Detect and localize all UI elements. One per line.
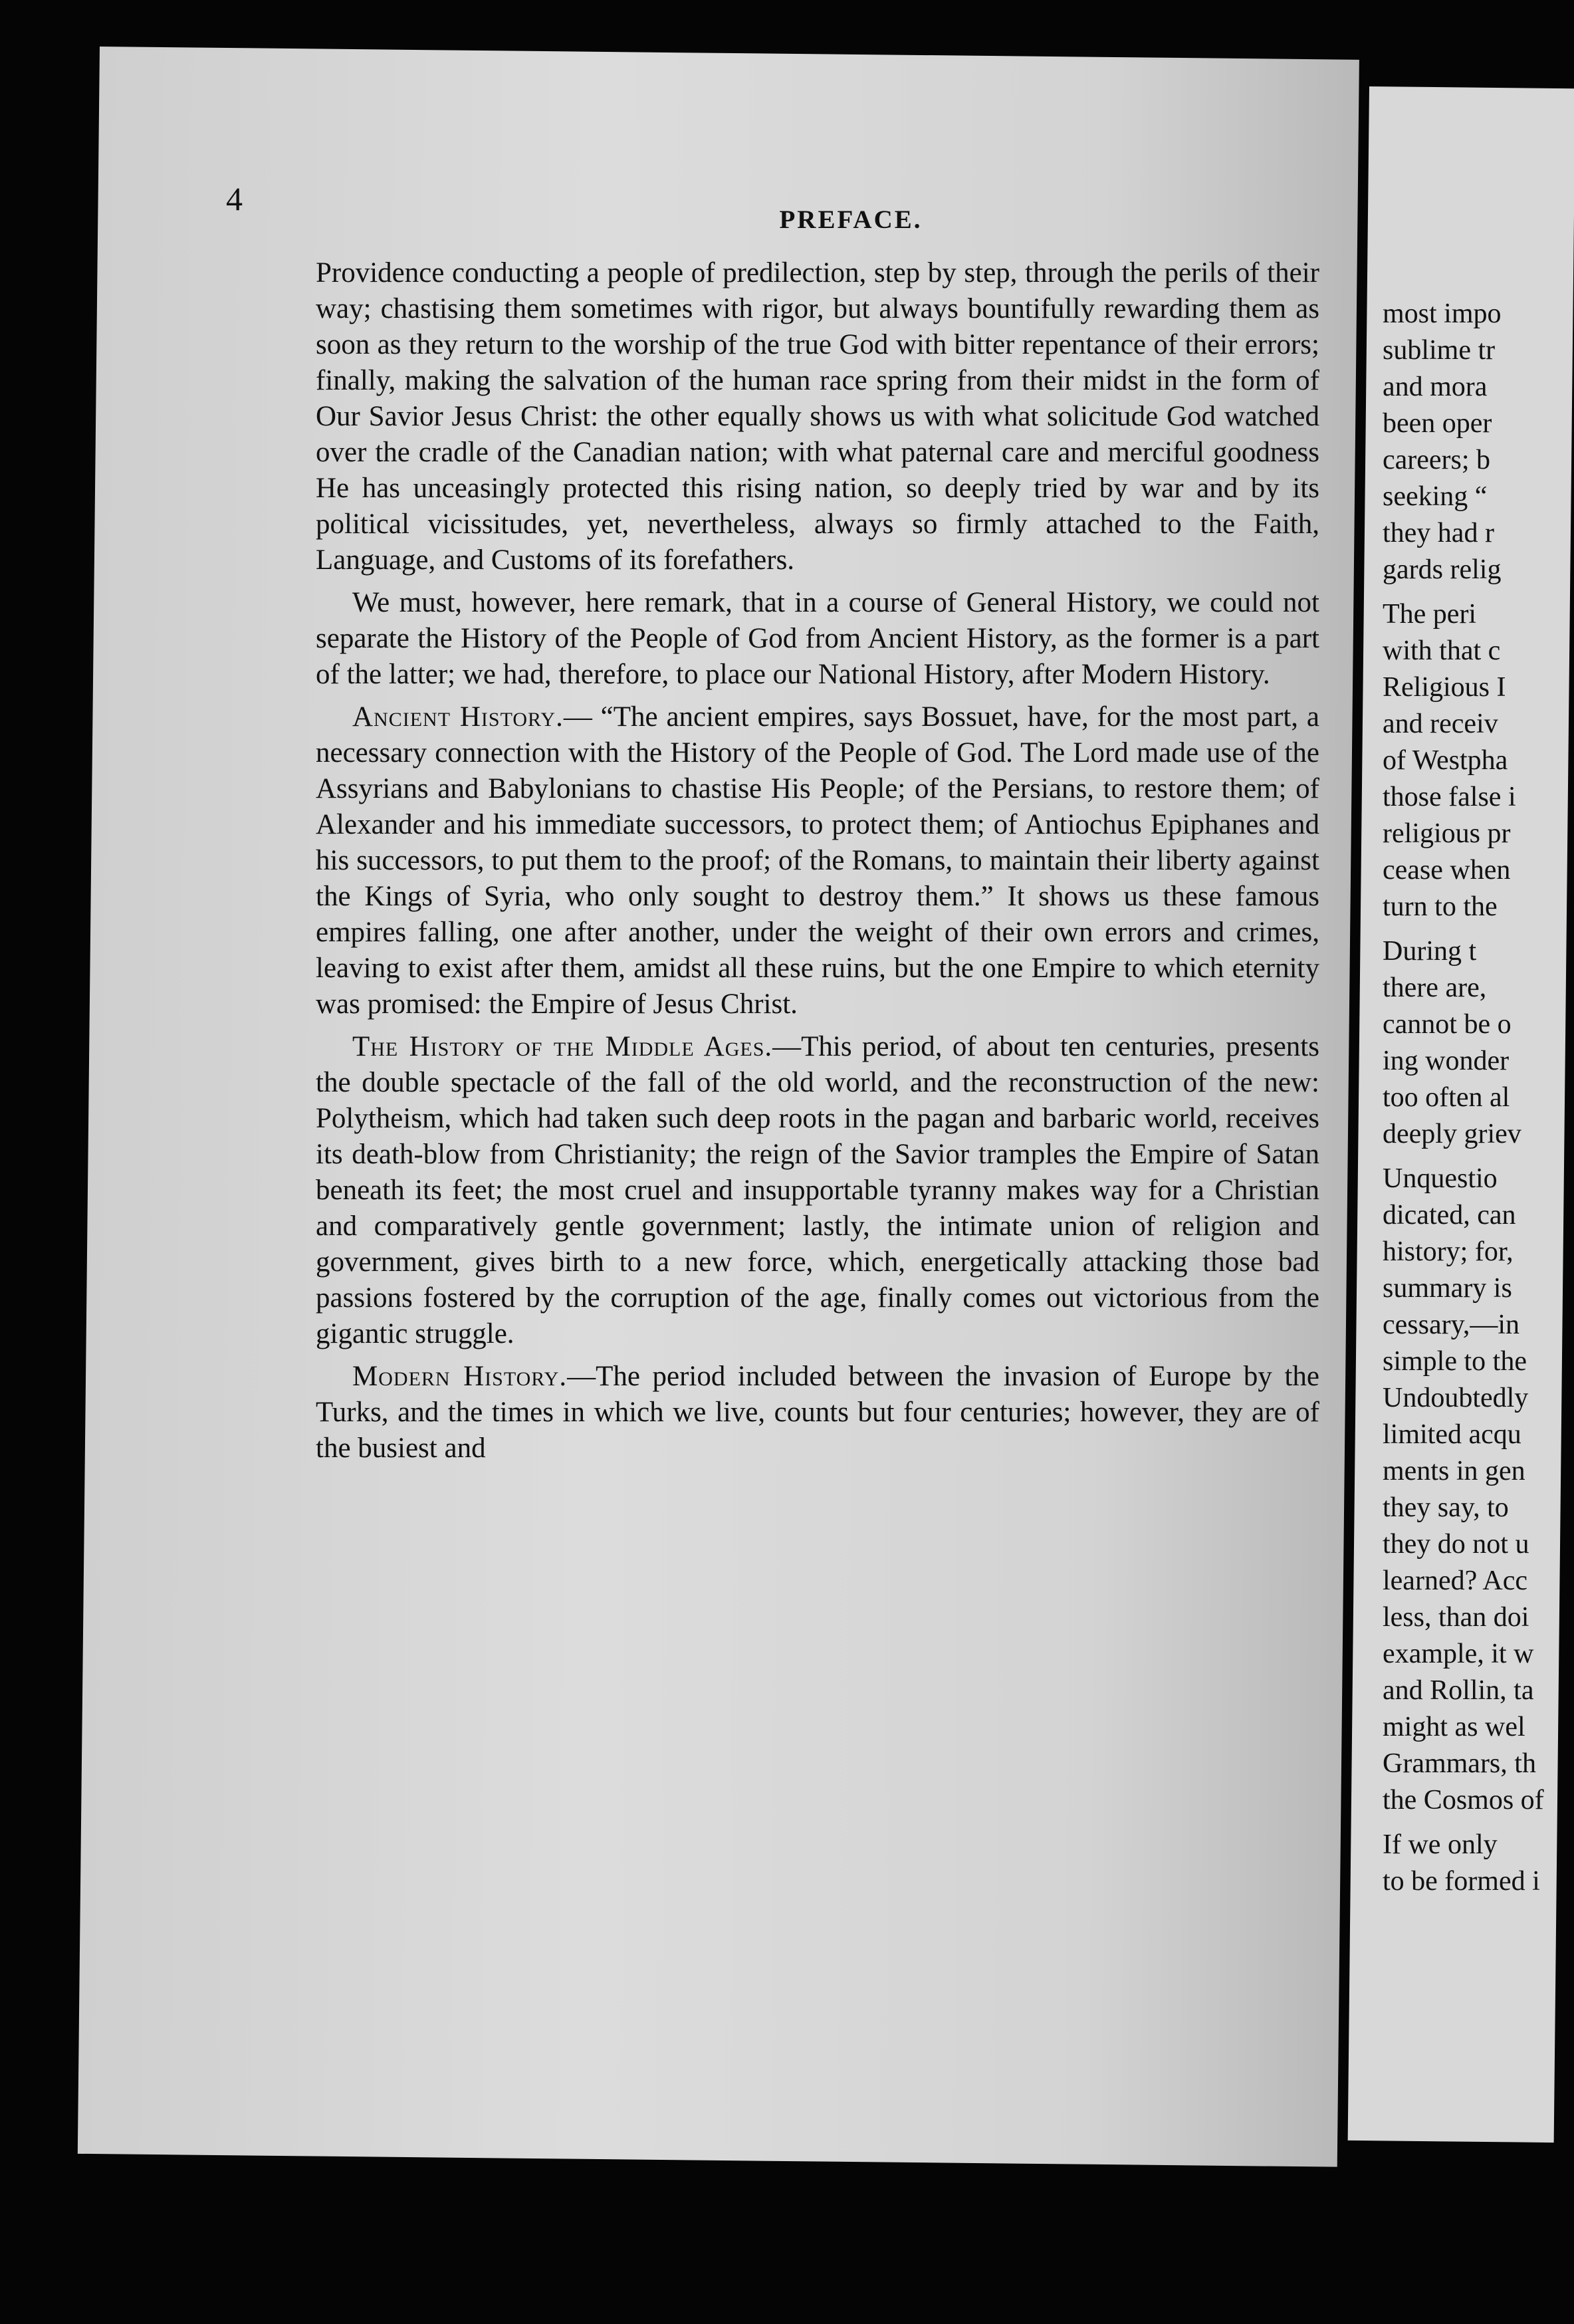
right-page-line: turn to the (1383, 891, 1498, 922)
right-page-line: summary is (1383, 1273, 1512, 1304)
right-page-line: most impo (1383, 298, 1502, 329)
right-page-line: learned? Acc (1383, 1566, 1528, 1596)
right-page-line: limited acqu (1383, 1419, 1521, 1450)
section-heading: Ancient History. (352, 701, 564, 733)
paragraph-providence (316, 255, 1319, 578)
right-page-line: they do not u (1383, 1529, 1529, 1560)
running-head: PREFACE. (779, 205, 923, 234)
right-page-line: to be formed i (1383, 1866, 1540, 1897)
right-page-line: sublime tr (1383, 335, 1496, 366)
right-page-line: cease when (1383, 855, 1511, 885)
right-page-line: Religious I (1383, 672, 1506, 703)
right-page-line: they say, to (1383, 1492, 1509, 1523)
right-page-line: cannot be o (1383, 1009, 1512, 1040)
right-page-line: example, it w (1383, 1639, 1534, 1669)
right-page-line: cessary,—in (1383, 1310, 1520, 1340)
paragraph-middle-ages (316, 1029, 1319, 1352)
right-page-line: less, than doi (1383, 1602, 1529, 1633)
paragraph-gap (1383, 1819, 1574, 1827)
right-page-line: the Cosmos of (1383, 1785, 1544, 1815)
right-page-line: religious pr (1383, 818, 1511, 849)
right-page-line: Unquestio (1383, 1163, 1498, 1194)
right-page-line: there are, (1383, 973, 1487, 1003)
right-page-line: ing wonder (1383, 1046, 1510, 1076)
paragraph-modern-history (316, 1359, 1319, 1466)
right-page-line: and mora (1383, 372, 1488, 402)
right-page-line: they had r (1383, 518, 1494, 548)
preface-body (316, 255, 1319, 1473)
right-page-line: history; for, (1383, 1236, 1514, 1267)
right-page-line: ments in gen (1383, 1456, 1525, 1486)
right-page-line: dicated, can (1383, 1200, 1516, 1230)
section-heading: The History of the Middle Ages. (352, 1031, 773, 1062)
right-page-line: deeply griev (1383, 1119, 1521, 1149)
right-page-line: and Rollin, ta (1383, 1675, 1534, 1706)
right-page-line: seeking “ (1383, 481, 1488, 512)
right-page-line: might as wel (1383, 1712, 1525, 1742)
right-page-line: been oper (1383, 408, 1492, 439)
paragraph-gap (1383, 1153, 1574, 1161)
right-page-line: simple to the (1383, 1346, 1527, 1377)
page-number: 4 (226, 180, 243, 217)
right-page-line: of Westpha (1383, 745, 1508, 776)
paragraph-gap (1383, 588, 1574, 596)
right-page-line: with that c (1383, 636, 1501, 666)
right-page-line: too often al (1383, 1082, 1510, 1113)
paragraph-text: — “The ancient empires, says Bossuet, have, for the most part, a necessary connection with the History of the People of God. The Lord made use of the Assyrians and Babylonians to chastise His People; of the Persians, to restore them; of Alexander and his immediate successors, to protect them; of Antiochus Epiphanes and his successors, to put them to the proof; of the Romans, to maintain their liberty against the Kings of Syria, who only sought to destroy them.” It shows us these famous empires falling, one after another, under the weight of their own errors and crimes, leaving to exist after them, amidst all these ruins, but the one Empire to which eternity was promised: the Empire of Jesus Christ. (316, 701, 1319, 1020)
right-page-line: gards relig (1383, 554, 1502, 585)
section-heading: Modern History. (352, 1361, 568, 1392)
paragraph-text: We must, however, here remark, that in a course of General History, we could not separate the History of the People of God from Ancient History, as the former is a part of the latter; we had, therefore, to place our National History, after Modern History. (316, 587, 1319, 690)
right-page-line: During t (1383, 936, 1477, 967)
paragraph-text: Providence conducting a people of predilection, step by step, through the perils of their way; chastising them sometimes with rigor, but always bountifully rewarding them as soon as they return to the worship of the true God with bitter repentance of their errors; finally, making the salvation of the human race spring from their midst in the form of Our Savior Jesus Christ: the other equally shows us with what solicitude God watched over the cradle of the Canadian nation; with what paternal care and merciful goodness He has unceasingly protected this rising nation, so deeply tried by war and by its political vicissitudes, yet, nevertheless, always so firmly attached to the Faith, Language, and Customs of its forefathers. (316, 257, 1319, 576)
paragraph-remark (316, 585, 1319, 693)
right-page-line: those false i (1383, 782, 1516, 812)
right-page-line: and receiv (1383, 709, 1498, 739)
right-page-line: If we only (1383, 1829, 1498, 1860)
paragraph-ancient-history (316, 699, 1319, 1022)
paragraph-text: —The period included between the invasion of Europe by the Turks, and the times in which we live, counts but four centuries; however, they are of the busiest and (316, 1361, 1320, 1464)
right-page-line: careers; b (1383, 445, 1491, 475)
paragraph-text: —This period, of about ten centuries, presents the double spectacle of the fall of the old world, and the reconstruction of the new: Polytheism, which had taken such deep roots in the pagan and barbaric world, receives its death-blow from Christianity; the reign of the Savior tramples the Empire of Satan beneath its feet; the most cruel and insupportable tyranny makes way for a Christian and comparatively gentle government; lastly, the intimate union of religion and government, gives birth to a new force, which, energetically attacking those bad passions fostered by the corruption of the age, finally comes out victorious from the gigantic struggle. (316, 1031, 1319, 1349)
right-page-line: Grammars, th (1383, 1748, 1536, 1779)
paragraph-gap (1383, 925, 1574, 933)
right-page-text (1383, 296, 1574, 1900)
right-page-line: Undoubtedly (1383, 1383, 1529, 1413)
right-page-line: The peri (1383, 599, 1477, 630)
